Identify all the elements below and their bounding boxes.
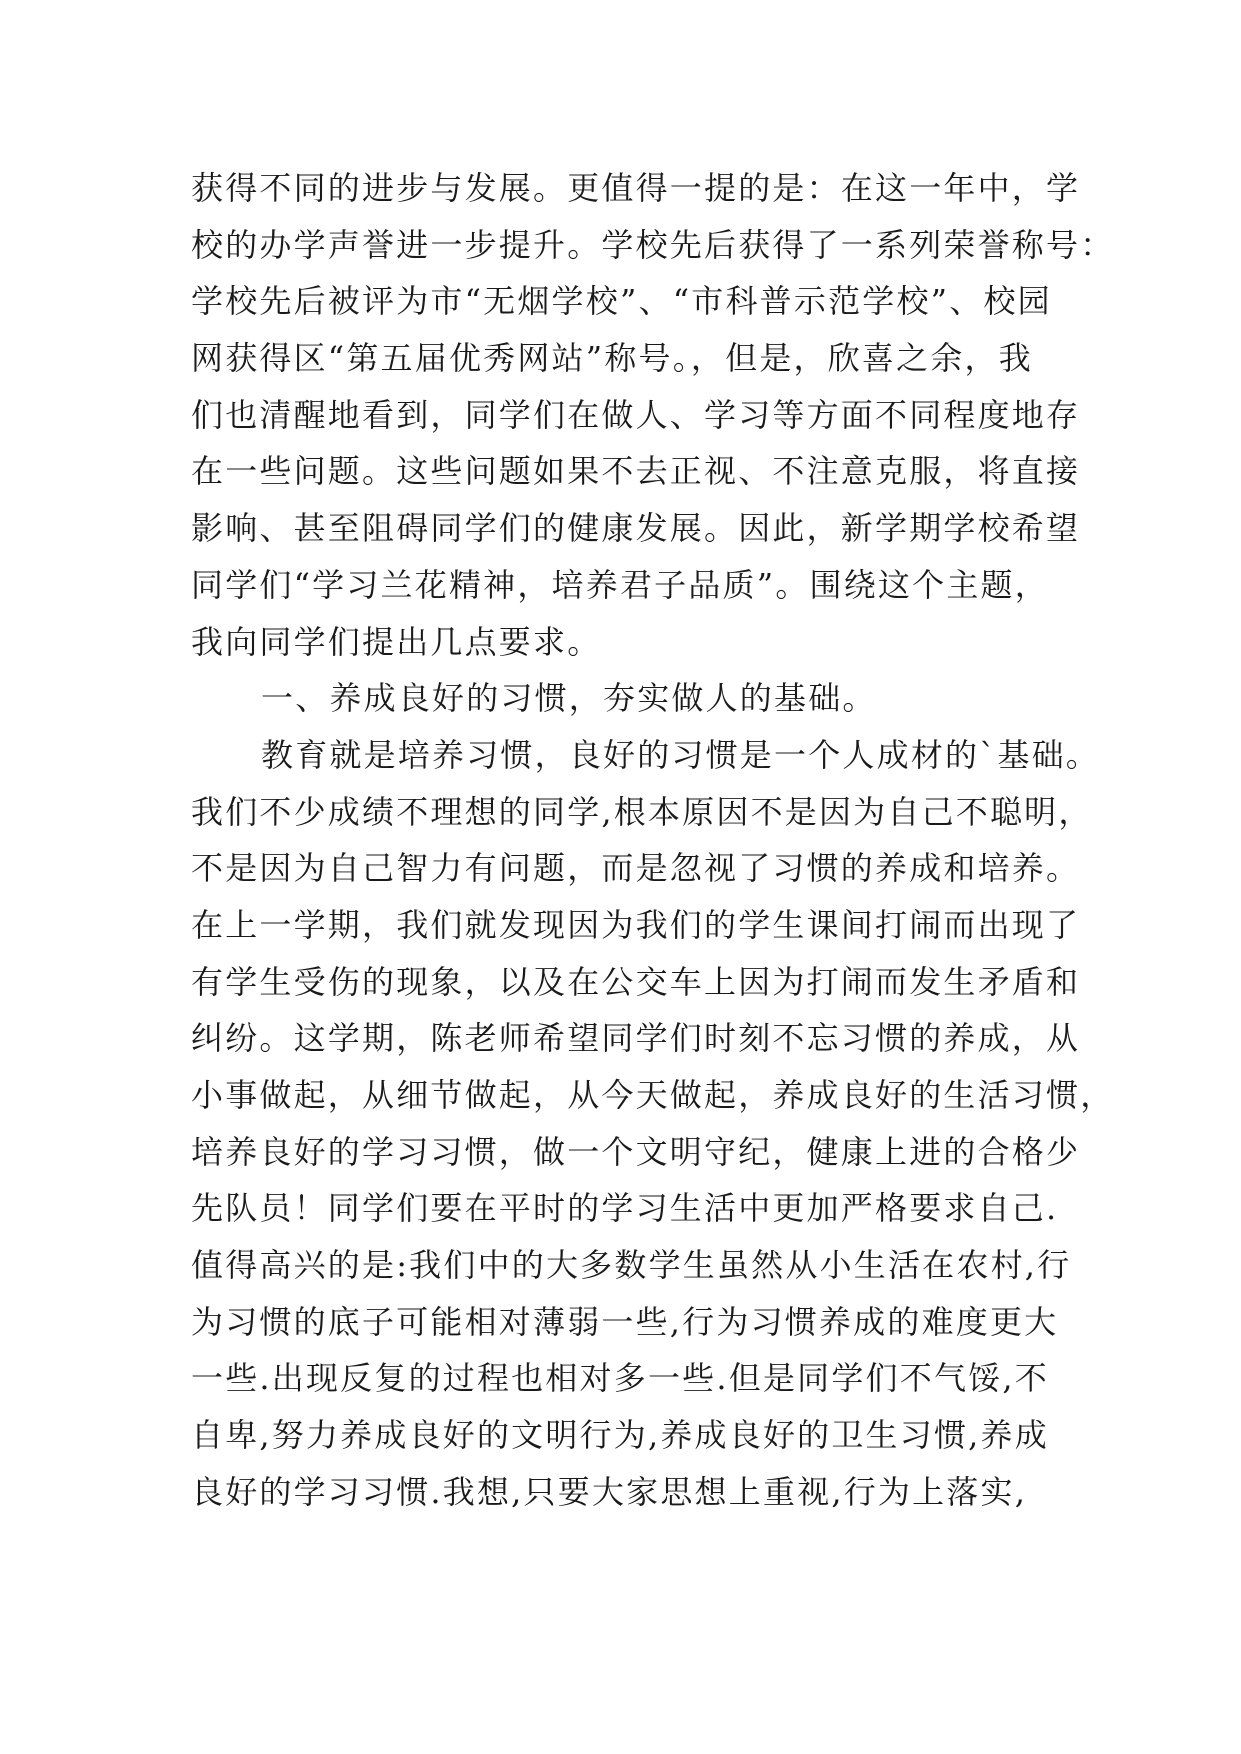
paragraph-first-line: 教育就是培养习惯，良好的习惯是一个人成材的`基础。 bbox=[261, 735, 1101, 774]
body-text bbox=[191, 160, 1115, 1521]
text-line: 同学们“学习兰花精神，培养君子品质”。围绕这个主题， bbox=[191, 565, 1049, 604]
text-line: 获得不同的进步与发展。更值得一提的是：在这一年中，学 bbox=[191, 169, 1081, 207]
text-line: 小事做起，从细节做起，从今天做起，养成良好的生活习惯， bbox=[191, 1076, 1115, 1114]
text-line: 纠纷。这学期，陈老师希望同学们时刻不忘习惯的养成，从 bbox=[191, 1019, 1081, 1058]
text-line: 自卑,努力养成良好的文明行为,养成良好的卫生习惯,养成 bbox=[191, 1416, 1049, 1455]
section-heading: 一、养成良好的习惯，夯实做人的基础。 bbox=[261, 679, 877, 718]
text-line: 为习惯的底子可能相对薄弱一些,行为习惯养成的难度更大 bbox=[191, 1302, 1059, 1341]
text-line: 值得高兴的是:我们中的大多数学生虽然从小生活在农村,行 bbox=[191, 1246, 1072, 1285]
text-line: 在上一学期，我们就发现因为我们的学生课间打闹而出现了 bbox=[191, 905, 1081, 944]
text-line: 不是因为自己智力有问题，而是忽视了习惯的养成和培养。 bbox=[191, 849, 1081, 888]
text-line: 一些.出现反复的过程也相对多一些.但是同学们不气馁,不 bbox=[191, 1359, 1049, 1398]
text-line: 在一些问题。这些问题如果不去正视、不注意克服，将直接 bbox=[191, 452, 1081, 491]
text-line: 学校先后被评为市“无烟学校”、“市科普示范学校”、校园 bbox=[191, 282, 1052, 321]
text-line: 我们不少成绩不理想的同学,根本原因不是因为自己不聪明， bbox=[191, 792, 1093, 831]
text-line: 培养良好的学习习惯，做一个文明守纪，健康上进的合格少 bbox=[191, 1132, 1081, 1171]
text-line: 校的办学声誉进一步提升。学校先后获得了一系列荣誉称号： bbox=[191, 225, 1115, 264]
text-line: 网获得区“第五届优秀网站”称号。，但是，欣喜之余，我 bbox=[191, 339, 1033, 378]
text-line: 影响、甚至阻碍同学们的健康发展。因此，新学期学校希望 bbox=[191, 509, 1081, 548]
text-line: 有学生受伤的现象，以及在公交车上因为打闹而发生矛盾和 bbox=[191, 962, 1081, 1001]
text-line: 我向同学们提出几点要求。 bbox=[191, 622, 602, 661]
text-line: 良好的学习习惯.我想,只要大家思想上重视,行为上落实, bbox=[191, 1472, 1028, 1511]
text-line: 们也清醒地看到，同学们在做人、学习等方面不同程度地存 bbox=[191, 395, 1081, 434]
text-line: 先队员！同学们要在平时的学习生活中更加严格要求自己. bbox=[191, 1189, 1059, 1228]
